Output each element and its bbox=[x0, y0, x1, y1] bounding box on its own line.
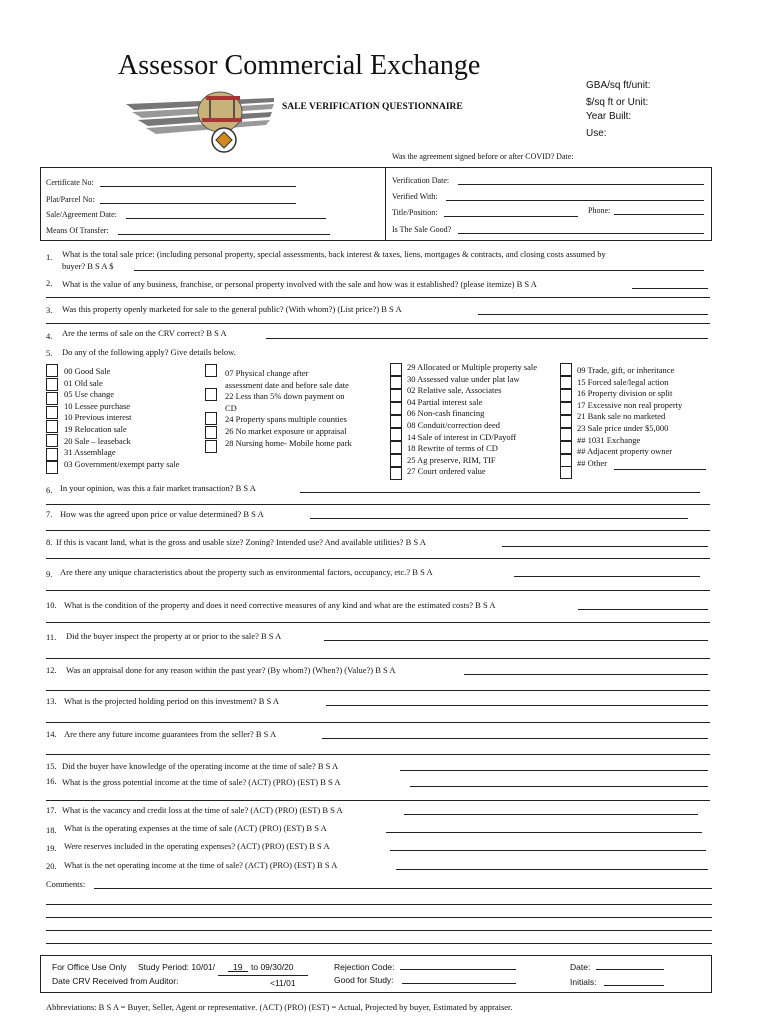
study-period-label: Study Period: 10/01/ bbox=[138, 962, 216, 972]
checkbox-31-assemblage[interactable] bbox=[46, 461, 58, 474]
checkbox-14-sale-of-interest[interactable] bbox=[390, 441, 402, 454]
certificate-no-field[interactable] bbox=[100, 186, 296, 187]
checkbox-24-multiple-counties[interactable] bbox=[205, 412, 217, 425]
study-period-end: to 09/30/20 bbox=[251, 962, 294, 972]
checkbox-02-relative-sale[interactable] bbox=[390, 389, 402, 402]
list-item: 20 Sale – leaseback bbox=[64, 435, 131, 446]
comments-line-2[interactable] bbox=[46, 904, 712, 905]
means-of-transfer-field[interactable] bbox=[118, 234, 330, 235]
question-9-answer-cont[interactable] bbox=[46, 590, 710, 591]
list-item: 30 Assessed value under plat law bbox=[407, 373, 520, 384]
rejection-code-label: Rejection Code: bbox=[334, 962, 395, 972]
question-4-number: 4. bbox=[46, 331, 53, 341]
question-17-text: What is the vacancy and credit loss at the time of sale? (ACT) (PRO) (EST) B S A bbox=[62, 805, 343, 815]
list-item: 15 Forced sale/legal action bbox=[577, 376, 669, 387]
checklist-column-4 bbox=[577, 365, 682, 469]
question-11-number: 11. bbox=[46, 632, 57, 642]
other-detail-field[interactable] bbox=[614, 469, 706, 470]
checkbox-20-sale-leaseback[interactable] bbox=[46, 448, 58, 461]
question-9-answer[interactable] bbox=[514, 576, 700, 577]
question-8-number: 8. bbox=[46, 537, 53, 547]
question-16-answer-cont[interactable] bbox=[46, 800, 710, 801]
question-5-number: 5. bbox=[46, 348, 53, 358]
question-13-number: 13. bbox=[46, 696, 57, 706]
question-1-text: What is the total sale price: (including personal property, special assessments, back interest & taxes, liens, mortgages & contracts, and closing costs assumed by bbox=[62, 249, 606, 259]
checkbox-09-trade-gift[interactable] bbox=[560, 363, 572, 376]
checkbox-08-conduit[interactable] bbox=[390, 428, 402, 441]
question-15-answer[interactable] bbox=[400, 770, 708, 771]
list-item: 19 Relocation sale bbox=[64, 423, 127, 434]
checkbox-04-partial-interest[interactable] bbox=[390, 402, 402, 415]
price-per-unit-label: $/sq ft or Unit: bbox=[586, 97, 649, 108]
rejection-code-field[interactable] bbox=[400, 969, 516, 970]
question-6-number: 6. bbox=[46, 485, 53, 495]
biplane-logo bbox=[124, 82, 284, 168]
study-period-year: 19 bbox=[233, 962, 243, 972]
question-1-number: 1. bbox=[46, 252, 53, 262]
list-item: ## Adjacent property owner bbox=[577, 446, 673, 457]
question-7-answer[interactable] bbox=[310, 518, 688, 519]
checklist-column-2 bbox=[225, 368, 352, 449]
title-position-label: Title/Position: bbox=[392, 208, 438, 217]
plat-parcel-no-field[interactable] bbox=[100, 203, 296, 204]
checklist-column-3 bbox=[407, 362, 537, 478]
question-13-text: What is the projected holding period on this investment? B S A bbox=[64, 696, 280, 706]
question-15-number: 15. bbox=[46, 761, 57, 771]
question-16-text: What is the gross potential income at the time of sale? (ACT) (PRO) (EST) B S A bbox=[62, 777, 341, 787]
comments-line-3[interactable] bbox=[46, 917, 712, 918]
list-item: 10 Previous interest bbox=[64, 412, 132, 423]
question-4-answer[interactable] bbox=[266, 338, 708, 339]
question-20-text: What is the net operating income at the time of sale? (ACT) (PRO) (EST) B S A bbox=[64, 860, 338, 870]
question-9-text: Are there any unique characteristics about the property such as environmental factors, occupancy, etc.? B S A bbox=[60, 567, 433, 577]
verified-with-field[interactable] bbox=[446, 200, 704, 201]
checkbox-30-assessed-value[interactable] bbox=[390, 376, 402, 389]
checkbox-10-lessee-purchase[interactable] bbox=[46, 406, 58, 419]
abbreviations-note: Abbreviations: B S A = Buyer, Seller, Agent or representative. (ACT) (PRO) (EST) = Actual, Projected by buyer, Estimated by appraiser. bbox=[46, 1002, 513, 1012]
question-3-answer[interactable] bbox=[478, 314, 708, 315]
info-box-divider bbox=[385, 167, 386, 240]
is-sale-good-label: Is The Sale Good? bbox=[392, 225, 452, 234]
list-item: 17 Excessive non real property bbox=[577, 399, 683, 410]
comments-label: Comments: bbox=[46, 879, 86, 889]
question-19-text: Were reserves included in the operating expenses? (ACT) (PRO) (EST) B S A bbox=[64, 841, 330, 851]
covid-question: Was the agreement signed before or after COVID? Date: bbox=[392, 152, 574, 161]
checkbox-06-non-cash[interactable] bbox=[390, 415, 402, 428]
list-item: 23 Sale price under $5,000 bbox=[577, 422, 669, 433]
question-13-answer[interactable] bbox=[326, 705, 708, 706]
list-item: 00 Good Sale bbox=[64, 366, 111, 376]
question-10-answer-cont[interactable] bbox=[46, 622, 710, 623]
checkbox-10-previous-interest[interactable] bbox=[46, 420, 58, 433]
question-15-text: Did the buyer have knowledge of the operating income at the time of sale? B S A bbox=[62, 761, 339, 771]
office-date-field[interactable] bbox=[596, 969, 664, 970]
checkbox-17-excessive-non-real[interactable] bbox=[560, 402, 572, 415]
checkbox-29-allocated[interactable] bbox=[390, 363, 402, 376]
list-item: 08 Conduit/correction deed bbox=[407, 419, 501, 430]
question-8-answer-cont[interactable] bbox=[46, 558, 710, 559]
checkbox-25-ag-preserve[interactable] bbox=[390, 467, 402, 480]
list-item: 21 Bank sale no marketed bbox=[577, 411, 666, 422]
question-3-answer-cont[interactable] bbox=[46, 323, 710, 324]
question-2-number: 2. bbox=[46, 278, 53, 288]
question-1-text-cont: buyer? B S A $ bbox=[62, 261, 114, 271]
list-item: 04 Partial interest sale bbox=[407, 396, 483, 407]
checkbox-16-property-division[interactable] bbox=[560, 389, 572, 402]
checkbox-1031-exchange[interactable] bbox=[560, 441, 572, 454]
question-13-answer-cont[interactable] bbox=[46, 722, 710, 723]
office-use-label: For Office Use Only bbox=[52, 962, 127, 972]
question-10-answer[interactable] bbox=[578, 609, 708, 610]
sale-agreement-date-label: Sale/Agreement Date: bbox=[46, 210, 117, 219]
date-crv-value: <11/01 bbox=[270, 978, 296, 988]
question-12-answer-cont[interactable] bbox=[46, 690, 710, 691]
date-crv-field[interactable] bbox=[218, 975, 308, 976]
question-7-answer-cont[interactable] bbox=[46, 530, 710, 531]
question-6-answer[interactable] bbox=[300, 492, 700, 493]
question-18-answer[interactable] bbox=[386, 832, 702, 833]
list-item: 03 Government/exempt party sale bbox=[64, 458, 180, 469]
comments-line-1[interactable] bbox=[94, 888, 712, 889]
question-14-answer-cont[interactable] bbox=[46, 754, 710, 755]
question-18-number: 18. bbox=[46, 825, 57, 835]
comments-line-4[interactable] bbox=[46, 930, 712, 931]
info-box bbox=[40, 167, 712, 241]
question-16-number: 16. bbox=[46, 776, 57, 786]
list-item: ## Other bbox=[577, 457, 607, 468]
means-of-transfer-label: Means Of Transfer: bbox=[46, 226, 109, 235]
question-20-answer[interactable] bbox=[396, 869, 708, 870]
checkbox-18-rewrite[interactable] bbox=[390, 454, 402, 467]
question-10-text: What is the condition of the property and does it need corrective measures of any kind and what are the estimated costs? B S A bbox=[64, 600, 496, 610]
question-12-text: Was an appraisal done for any reason within the past year? (By whom?) (When?) (Value?) B S A bbox=[66, 665, 396, 675]
list-item: 07 Physical change after bbox=[225, 368, 309, 378]
initials-field[interactable] bbox=[604, 985, 664, 986]
question-10-number: 10. bbox=[46, 600, 57, 610]
verification-date-label: Verification Date: bbox=[392, 176, 450, 185]
list-item: CD bbox=[225, 402, 237, 413]
checkbox-00-good-sale[interactable] bbox=[46, 364, 58, 377]
office-date-label: Date: bbox=[570, 962, 591, 972]
title-position-field[interactable] bbox=[444, 216, 578, 217]
list-item: 10 Lessee purchase bbox=[64, 400, 131, 411]
question-16-answer[interactable] bbox=[410, 786, 708, 787]
list-item: 24 Property spans multiple counties bbox=[225, 414, 347, 425]
checkbox-19-relocation-sale[interactable] bbox=[46, 434, 58, 447]
question-7-number: 7. bbox=[46, 509, 53, 519]
question-14-text: Are there any future income guarantees from the seller? B S A bbox=[64, 729, 277, 739]
list-item: assessment date and before sale date bbox=[225, 379, 349, 390]
page-title: Assessor Commercial Exchange bbox=[118, 50, 481, 81]
question-5-text: Do any of the following apply? Give details below. bbox=[62, 347, 236, 357]
checkbox-other[interactable] bbox=[560, 466, 572, 479]
question-14-answer[interactable] bbox=[322, 738, 708, 739]
list-item: 09 Trade, gift, or inheritance bbox=[577, 365, 675, 375]
question-4-text: Are the terms of sale on the CRV correct? B S A bbox=[62, 328, 227, 338]
office-use-box bbox=[40, 955, 712, 993]
year-built-label: Year Built: bbox=[586, 111, 632, 122]
gba-label: GBA/sq ft/unit: bbox=[586, 80, 651, 91]
question-14-number: 14. bbox=[46, 729, 57, 739]
question-6-answer-cont[interactable] bbox=[46, 504, 710, 505]
checklist-column-1 bbox=[64, 366, 179, 470]
verified-with-label: Verified With: bbox=[392, 192, 438, 201]
checkbox-22-less-than-5[interactable] bbox=[205, 388, 217, 401]
question-1-answer[interactable] bbox=[134, 270, 704, 271]
list-item: 05 Use change bbox=[64, 389, 115, 400]
use-label: Use: bbox=[586, 128, 607, 139]
list-item: 16 Property division or split bbox=[577, 388, 673, 399]
checkbox-15-forced-sale[interactable] bbox=[560, 376, 572, 389]
checkbox-21-bank-sale[interactable] bbox=[560, 415, 572, 428]
form-subtitle: SALE VERIFICATION QUESTIONNAIRE bbox=[282, 102, 463, 112]
study-year-field[interactable] bbox=[228, 971, 248, 972]
question-6-text: In your opinion, was this a fair market transaction? B S A bbox=[60, 483, 256, 493]
question-3-text: Was this property openly marketed for sale to the general public? (With whom?) (List price?) B S A bbox=[62, 304, 402, 314]
checkbox-01-old-sale[interactable] bbox=[46, 378, 58, 391]
list-item: 31 Assemblage bbox=[64, 447, 116, 458]
phone-label: Phone: bbox=[588, 206, 611, 215]
question-7-text: How was the agreed upon price or value determined? B S A bbox=[60, 509, 264, 519]
checkbox-07-physical-change[interactable] bbox=[205, 364, 217, 377]
question-19-answer[interactable] bbox=[390, 850, 706, 851]
question-19-number: 19. bbox=[46, 843, 57, 853]
question-2-answer-cont[interactable] bbox=[46, 297, 710, 298]
list-item: 27 Court ordered value bbox=[407, 466, 486, 477]
list-item: ## 1031 Exchange bbox=[577, 434, 641, 445]
summary-fields bbox=[586, 77, 650, 142]
list-item: 18 Rewrite of terms of CD bbox=[407, 443, 498, 454]
checkbox-26-no-market-exposure[interactable] bbox=[205, 426, 217, 439]
question-2-answer[interactable] bbox=[632, 288, 708, 289]
question-20-number: 20. bbox=[46, 861, 57, 871]
sale-agreement-date-field[interactable] bbox=[126, 218, 326, 219]
list-item: 01 Old sale bbox=[64, 377, 103, 388]
question-9-number: 9. bbox=[46, 569, 53, 579]
good-for-study-label: Good for Study: bbox=[334, 975, 394, 985]
is-sale-good-field[interactable] bbox=[458, 233, 704, 234]
date-crv-label: Date CRV Received from Auditor: bbox=[52, 976, 179, 986]
certificate-no-label: Certificate No: bbox=[46, 178, 94, 187]
initials-label: Initials: bbox=[570, 977, 597, 987]
question-11-text: Did the buyer inspect the property at or prior to the sale? B S A bbox=[66, 631, 282, 641]
question-12-answer[interactable] bbox=[464, 674, 708, 675]
verification-date-field[interactable] bbox=[458, 184, 704, 185]
good-for-study-field[interactable] bbox=[402, 983, 516, 984]
list-item: 25 Ag preserve, RIM, TIF bbox=[407, 454, 496, 465]
phone-field[interactable] bbox=[614, 214, 704, 215]
checkbox-23-under-5000[interactable] bbox=[560, 428, 572, 441]
question-2-text: What is the value of any business, franchise, or personal property involved with the sale and how was it established? (please itemize) B S A bbox=[62, 279, 537, 289]
list-item: 22 Less than 5% down payment on bbox=[225, 391, 345, 402]
list-item: 28 Nursing home- Mobile home park bbox=[225, 437, 352, 448]
question-11-answer[interactable] bbox=[324, 640, 708, 641]
list-item: 14 Sale of interest in CD/Payoff bbox=[407, 431, 517, 442]
plat-parcel-no-label: Plat/Parcel No: bbox=[46, 195, 95, 204]
list-item: 02 Relative sale, Associates bbox=[407, 385, 502, 396]
question-8-answer[interactable] bbox=[502, 546, 708, 547]
question-3-number: 3. bbox=[46, 305, 53, 315]
list-item: 29 Allocated or Multiple property sale bbox=[407, 362, 538, 372]
question-18-text: What is the operating expenses at the time of sale (ACT) (PRO) (EST) B S A bbox=[64, 823, 327, 833]
question-17-number: 17. bbox=[46, 805, 57, 815]
list-item: 06 Non-cash financing bbox=[407, 408, 485, 419]
comments-line-5[interactable] bbox=[46, 943, 712, 944]
checkbox-05-use-change[interactable] bbox=[46, 392, 58, 405]
question-17-answer[interactable] bbox=[404, 814, 698, 815]
checkbox-28-nursing-home[interactable] bbox=[205, 440, 217, 453]
question-8-text: If this is vacant land, what is the gross and usable size? Zoning? Intended use? And available utilities? B S A bbox=[56, 537, 426, 547]
list-item: 26 No market exposure or appraisal bbox=[225, 425, 347, 436]
question-11-answer-cont[interactable] bbox=[46, 658, 710, 659]
question-12-number: 12. bbox=[46, 665, 57, 675]
